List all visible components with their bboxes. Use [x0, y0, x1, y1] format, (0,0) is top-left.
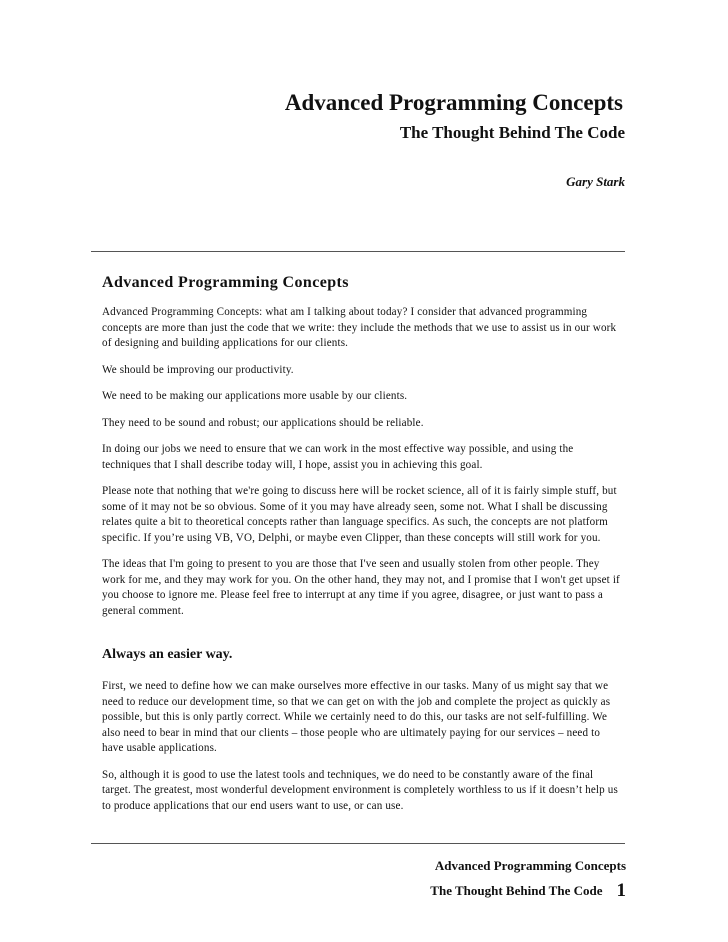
section-heading: Advanced Programming Concepts: [102, 274, 349, 291]
footer-divider: [91, 843, 625, 844]
page-number: 1: [616, 880, 626, 901]
paragraph: Please note that nothing that we're going to discuss here will be rocket science, all of it is fairly simple stuff, but some of it may not be so obvious. Some of it you may have already seen, some not. What I shall be discussing relates quite a bit to theoretical concepts rather than language specifics. As such, the concepts are not platform specific. If you’re using VB, VO, Delphi, or maybe even Clipper, than these concepts will still work for you.: [102, 485, 617, 544]
document-subtitle: The Thought Behind The Code: [399, 123, 625, 142]
page-footer: [0, 857, 626, 902]
paragraph: First, we need to define how we can make ourselves more effective in our tasks. Many of us might say that we need to reduce our development time, so that we can get on with the job and complete the project as quickly as possible, but this is only partly correct. While we certainly need to do this, our tasks are not self-fulfilling. We also need to bear in mind that our clients – those people who are ultimately paying for our services – need to have usable applications.: [102, 680, 611, 754]
paragraph: We need to be making our applications more usable by our clients.: [102, 390, 408, 402]
document-title: Advanced Programming Concepts: [284, 90, 623, 115]
paragraph: Advanced Programming Concepts: what am I talking about today? I consider that advanced programming concepts are more than just the code that we write: they include the methods that we use to assist us in our work of designing and building applications for our clients.: [102, 306, 617, 349]
header-divider: [91, 251, 625, 252]
document-body: [102, 272, 624, 825]
author-name: Gary Stark: [566, 174, 625, 189]
paragraph: They need to be sound and robust; our applications should be reliable.: [102, 416, 424, 429]
paragraph: The ideas that I'm going to present to you are those that I've seen and usually stolen from other people. They work for me, and they may work for you. On the other hand, they may not, and I promise that I won't get upset if you choose to ignore me. Please feel free to interrupt at any time if you agree, disagree, or just want to pass a general comment.: [102, 558, 620, 617]
footer-title: Advanced Programming Concepts: [434, 858, 626, 873]
section-always-an-easier-way: [102, 645, 624, 814]
document-header: [0, 88, 625, 191]
paragraph: So, although it is good to use the latest tools and techniques, we do need to be constantly aware of the final target. The greatest, most wonderful development environment is completely worthless to us if it doesn’t help us to produce applications that our end users want to use, or can use.: [102, 768, 618, 812]
paragraph: In doing our jobs we need to ensure that we can work in the most effective way possible, and using the techniques that I shall describe today will, I hope, assist you in achieving this goal.: [102, 443, 574, 471]
footer-subtitle: The Thought Behind The Code: [430, 883, 603, 898]
footer-subtitle-line: [0, 880, 626, 902]
paragraph: We should be improving our productivity.: [102, 363, 294, 376]
section-heading: Always an easier way.: [102, 647, 233, 662]
section-advanced-programming-concepts: [102, 272, 624, 619]
